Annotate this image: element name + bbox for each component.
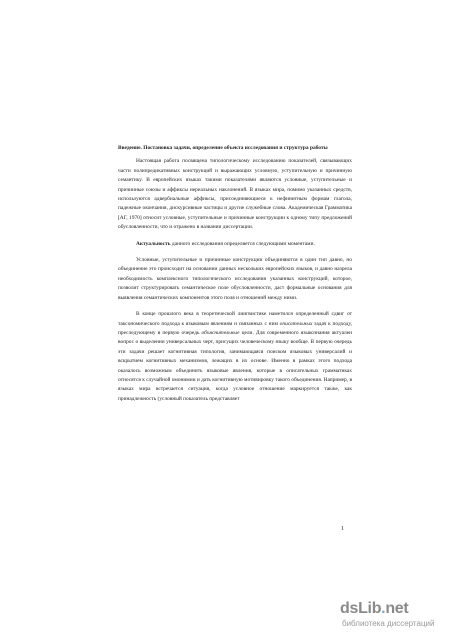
section-heading: Введение. Постановка задачи, определение объекта исследования и структура работы (118, 145, 328, 151)
italic-term-descriptive: описательных (279, 320, 313, 327)
watermark-logo (340, 600, 408, 618)
watermark (340, 600, 444, 630)
cognitive-text-b: задач к подходу, преследующему в первую очередь (118, 320, 352, 336)
page-number: 1 (341, 526, 344, 532)
watermark-logo-tld: net (385, 600, 409, 617)
relevance-term: Актуальность (136, 240, 171, 247)
cognitive-text-c: цели. Для современного языкознания актуален вопрос о выделении универсальных черт, присущих человеческому языку вообще. В первую очередь эти задачи решает когнитивная типология, занимающаяся поиском языковых универсалий и вскрытием когнитивных механизмов, лежащих в их основе. Именно в рамках этого подхода оказалось возможным объединить языковые явления, которые в описательных грамматиках относятся к случайной омонимии и дать когнитивную мотивировку такого объединения. Например, в языках мира встречается ситуация, когда условное отношение маркируется также, как принадлежность (условный показатель представляет (118, 329, 352, 402)
watermark-logo-dot: . (381, 600, 386, 617)
watermark-caption: библиотека диссертаций (342, 619, 435, 628)
italic-term-explanatory: объяснительные (201, 329, 240, 336)
relevance-paragraph (118, 240, 352, 249)
intro-paragraph: Настоящая работа посвящена типологическому исследованию показателей, связывающих части полипредикативных конструкций и выражающих условную, уступительную и причинную семантику. В европейских языках такими показателями являются условные, уступительные и причинные союзы и аффиксы нереальных наклонений. В языках мира, помимо указанных средств, используются адвербиальные аффиксы, присоединяющиеся к нефинитным формам глагола, падежные окончания, дискурсивные частицы и другие служебные слова. Академическая Грамматика [АГ, 1970] относит условные, уступительные и причинные конструкции к одному типу предложений обусловленности, что и отражено в названии диссертации. (118, 158, 352, 231)
cognitive-text-a: В конце прошлого века в теоретической лингвистике наметился определенный сдвиг от таксономического подхода к языковым явлениям и связанных с ним (118, 311, 352, 327)
page-text (118, 144, 352, 404)
watermark-logo-name: dsLib (340, 600, 382, 617)
constructions-paragraph: Условные, уступительные и причинные конструкции объединяются в один тип давно, но объединение это происходит на основании данных нескольких европейских языков, и давно назрела необходимость комплексного типологического исследования указанных конструкций, которое, позволит структурировать семантическое поле обусловленности, даст формальные основания для выявления семантических компонентов этого поля и отношений между ними. (118, 257, 352, 301)
relevance-rest: данного исследования определяется следующими моментами. (170, 240, 315, 247)
cognitive-paragraph (118, 310, 352, 404)
